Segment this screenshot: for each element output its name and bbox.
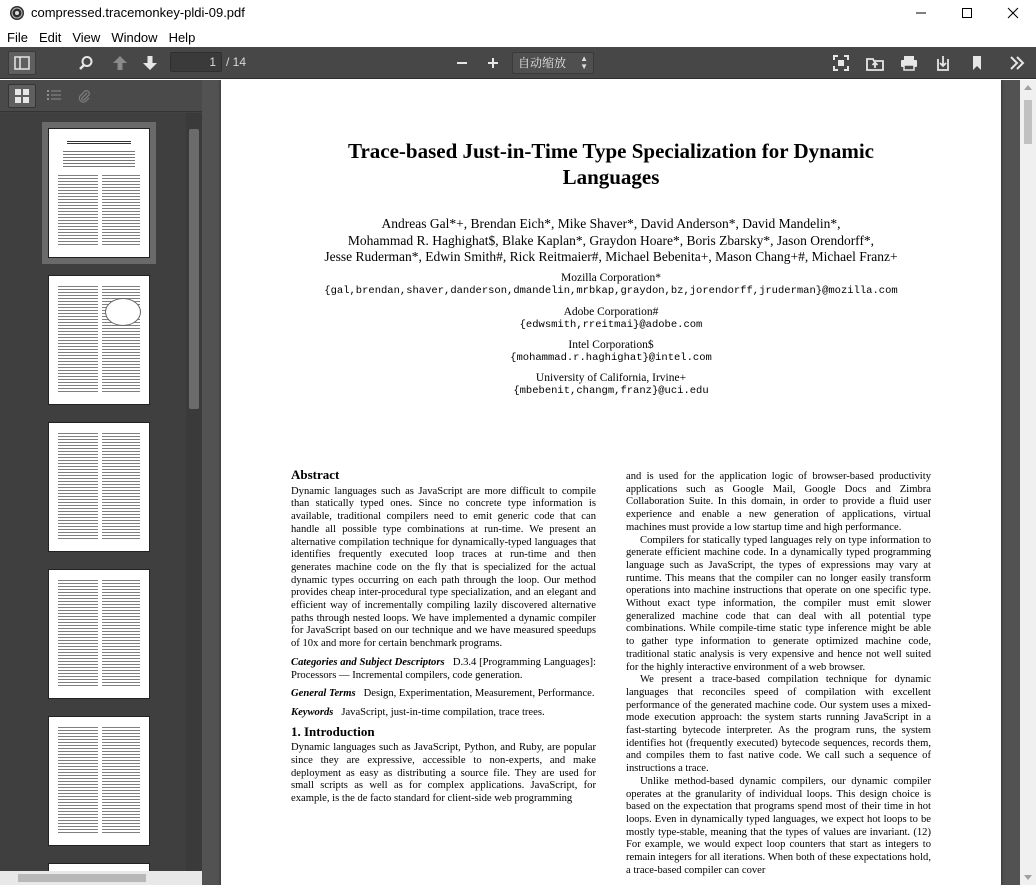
open-file-button[interactable] — [861, 51, 889, 75]
sidebar — [0, 80, 202, 885]
affiliation-email: {mbebenit,changm,franz}@uci.edu — [513, 385, 709, 397]
categories-heading: Categories and Subject Descriptors — [291, 656, 445, 668]
authors-line-2: Mohammad R. Haghighat$, Blake Kaplan*, Graydon Hoare*, Boris Zbarsky*, Jason Orendorff*, — [347, 232, 875, 248]
arrow-up-icon — [112, 55, 128, 71]
page-thumbnail-5[interactable] — [48, 716, 150, 846]
page-thumbnail-2[interactable] — [48, 275, 150, 405]
affiliation-intel — [261, 339, 961, 365]
right-paragraph-4: Unlike method-based dynamic compilers, our dynamic compiler operates at the granularity of individual loops. This design choice is based on the expectation that programs spend most of their time in hot loops. Even in dynamically typed languages, we expect hot loops to be mostly type-stable, meaning that the types of values are invariant. (12) For example, we would expect loop counters that start as integers to remain integers for all iterations. When both of these expectations hold, a trace-based compiler can cover — [626, 775, 931, 876]
affiliation-email: {edwsmith,rreitmai}@adobe.com — [519, 319, 703, 331]
bookmark-icon — [970, 55, 984, 71]
list-icon — [46, 89, 62, 103]
plus-icon — [486, 56, 500, 70]
introduction-heading: 1. Introduction — [291, 723, 375, 739]
zoom-value: 自动缩放 — [518, 56, 567, 70]
thumbnail-list — [0, 113, 186, 871]
general-terms-text: Design, Experimentation, Measurement, Performance. — [363, 688, 595, 700]
menu-bar — [0, 27, 1036, 47]
paper-title: Trace-based Just-in-Time Type Specialization for Dynamic Languages — [348, 139, 874, 189]
download-icon — [935, 55, 951, 71]
right-paragraph-2: Compilers for statically typed languages rely on type information to generate efficient machine code. In a dynamically typed programming language such as JavaScript, the types of expressions may vary at runtime. This means that the compiler can no longer easily transform operations into machine instructions that operate on one specific type. Without exact type information, the compiler must emit slower generalized machine code that can deal with all potential type combinations. While compile-time static type inference might be able to gather type information to generate optimized machine code, traditional static analysis is very expensive and hence not well suited for the highly interactive environment of a web browser. — [626, 534, 931, 673]
menu-edit[interactable]: Edit — [38, 29, 62, 45]
categories-text: D.3.4 [Programming Languages]: Processors — Incremental compilers, code generation. — [291, 656, 596, 681]
affiliation-uci — [261, 372, 961, 398]
close-button[interactable] — [990, 0, 1036, 25]
maximize-icon — [961, 7, 973, 19]
zoom-out-button[interactable] — [448, 51, 476, 75]
affiliation-name: Intel Corporation$ — [568, 339, 654, 351]
keywords-text: JavaScript, just-in-time compilation, trace trees. — [341, 706, 545, 718]
find-button[interactable] — [72, 51, 100, 75]
download-button[interactable] — [929, 51, 957, 75]
next-page-button[interactable] — [136, 51, 164, 75]
left-column — [291, 469, 596, 806]
affiliation-email: {mohammad.r.haghighat}@intel.com — [510, 352, 712, 364]
fullscreen-icon — [833, 55, 849, 71]
close-icon — [1007, 7, 1019, 19]
document-viewer[interactable] — [202, 80, 1020, 885]
scroll-up-arrow-icon — [1024, 84, 1032, 90]
right-column — [626, 471, 931, 878]
thumbnails-tab[interactable] — [8, 84, 36, 108]
printer-icon — [900, 55, 918, 71]
minimize-button[interactable] — [898, 0, 944, 25]
menu-view[interactable]: View — [72, 29, 101, 45]
minimize-icon — [915, 7, 927, 19]
scroll-down-arrow-icon — [1024, 875, 1032, 881]
page-thumbnail-3[interactable] — [48, 422, 150, 552]
sidebar-view-tabs — [0, 80, 202, 112]
maximize-button[interactable] — [944, 0, 990, 25]
app-icon — [9, 5, 25, 21]
abstract-text: Dynamic languages such as JavaScript are more difficult to compile than statically typed ones. Since no concrete type information is available, traditional compilers need to emit generic code that can handle all possible type combinations at run-time. We present an alternative compilation technique for dynamically-typed languages that identifies frequently executed loop traces at run-time and then generates machine code on the fly that is specialized for the actual dynamic types occurring on each path through the loop. Our method provides cheap inter-procedural type specialization, and an elegant and efficient way of incrementally compiling lazily discovered alternative paths through nested loops. We have implemented a dynamic compiler for JavaScript based on our technique and we have measured speedups of 10x and more for certain benchmark programs. — [291, 485, 596, 650]
affiliation-mozilla — [261, 272, 961, 298]
menu-window[interactable]: Window — [111, 29, 158, 45]
double-chevron-right-icon — [1009, 56, 1025, 70]
grid-icon — [14, 88, 30, 104]
authors-line-1: Andreas Gal*+, Brendan Eich*, Mike Shaver*, David Anderson*, David Mandelin*, — [381, 216, 841, 231]
page-number-input[interactable]: 1 — [170, 52, 222, 72]
pdf-page-1 — [221, 80, 1001, 885]
affiliation-name: Adobe Corporation# — [563, 306, 659, 318]
affiliation-adobe — [261, 306, 961, 332]
right-paragraph-3: We present a trace-based compilation technique for dynamic languages that reconciles speed of compilation with excellent performance of the generated machine code. Our system uses a mixed-mode execution approach: the system starts running JavaScript in a fast-starting bytecode interpreter. As the program runs, the system identifies hot (frequently executed) bytecode sequences, records them, and compiles them to fast native code. We call such a sequence of instructions a trace. — [626, 674, 931, 775]
affiliation-name: University of California, Irvine+ — [535, 372, 687, 384]
author-list — [261, 216, 961, 266]
document-vertical-scrollbar[interactable] — [1020, 80, 1036, 885]
window-title: compressed.tracemonkey-pldi-09.pdf — [31, 5, 245, 20]
outline-tab[interactable] — [40, 84, 68, 108]
general-terms-heading: General Terms — [291, 688, 356, 700]
zoom-in-button[interactable] — [479, 51, 507, 75]
menu-file[interactable]: File — [7, 29, 28, 45]
keywords-heading: Keywords — [291, 706, 334, 718]
minus-icon — [455, 56, 469, 70]
previous-page-button[interactable] — [106, 51, 134, 75]
authors-line-3: Jesse Ruderman*, Edwin Smith#, Rick Reitmaier#, Michael Bebenita+, Mason Chang+#, Michael Franz+ — [324, 249, 898, 264]
print-button[interactable] — [895, 51, 923, 75]
menu-help[interactable]: Help — [168, 29, 196, 45]
search-icon — [78, 55, 94, 71]
page-thumbnail-4[interactable] — [48, 569, 150, 699]
page-thumbnail-6[interactable] — [48, 863, 150, 871]
folder-open-icon — [866, 55, 884, 71]
tools-menu-button[interactable] — [1003, 51, 1031, 75]
toggle-sidebar-button[interactable] — [8, 51, 36, 75]
document-scroll-thumb[interactable] — [1024, 100, 1032, 144]
sidebar-scroll-thumb[interactable] — [189, 129, 199, 409]
sidebar-vertical-scrollbar[interactable] — [186, 113, 202, 871]
sidebar-horizontal-scrollbar[interactable] — [0, 871, 202, 885]
page-count: / 14 — [226, 55, 247, 69]
presentation-mode-button[interactable] — [827, 51, 855, 75]
paperclip-icon — [76, 88, 92, 104]
select-arrows-icon: ▲ ▼ — [580, 54, 588, 71]
page-thumbnail-1[interactable] — [48, 128, 150, 258]
affiliation-email: {gal,brendan,shaver,danderson,dmandelin,mrbkap,graydon,bz,jorendorff,jruderman}@mozilla.com — [324, 285, 898, 297]
zoom-select[interactable] — [512, 52, 594, 74]
abstract-heading: Abstract — [291, 467, 340, 482]
arrow-down-icon — [142, 55, 158, 71]
bookmark-button[interactable] — [963, 51, 991, 75]
introduction-text: Dynamic languages such as JavaScript, Python, and Ruby, are popular since they are expressive, accessible to non-experts, and make deployment as easy as distributing a source file. They are used for small scripts as well as for complex applications. JavaScript, for example, is the de facto standard for client-side web programming — [291, 742, 596, 805]
categories-paragraph — [291, 657, 596, 682]
sidebar-hscroll-thumb[interactable] — [18, 874, 146, 882]
keywords-paragraph — [291, 707, 596, 720]
title-bar — [0, 0, 1036, 25]
right-paragraph-1: and is used for the application logic of browser-based productivity applications such as Google Mail, Google Docs and Zimbra Collaboration Suite. In this domain, in order to provide a fluid user experience and enable a new generation of applications, virtual machines must provide a low startup time and high performance. — [626, 471, 931, 533]
affiliation-name: Mozilla Corporation* — [561, 272, 661, 284]
sidebar-toggle-icon — [14, 56, 30, 70]
general-terms-paragraph — [291, 688, 596, 701]
attachments-tab[interactable] — [70, 84, 98, 108]
